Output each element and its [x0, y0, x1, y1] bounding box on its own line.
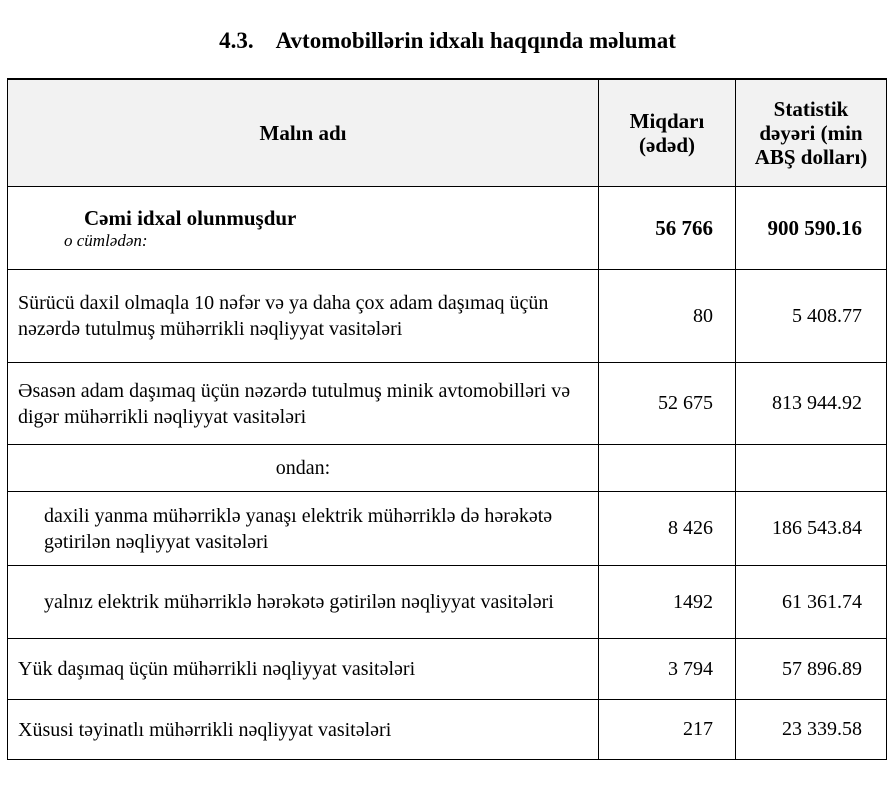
table-row: yalnız elektrik mühərriklə hərəkətə gətirilən nəqliyyat vasitələri 1492 61 361.74 [8, 566, 887, 639]
table-row: Sürücü daxil olmaqla 10 nəfər və ya daha çox adam daşımaq üçün nəzərdə tutulmuş mühərrikli nəqliyyat vasitələri 80 5 408.77 [8, 270, 887, 363]
table-header [8, 79, 887, 187]
table-row: daxili yanma mühərriklə yanaşı elektrik mühərriklə də hərəkətə gətirilən nəqliyyat vasitələri 8 426 186 543.84 [8, 492, 887, 566]
import-table [7, 78, 887, 760]
table-row: Əsasən adam daşımaq üçün nəzərdə tutulmuş minik avtomobilləri və digər mühərrikli nəqliyyat vasitələri 52 675 813 944.92 [8, 363, 887, 445]
page-title: 4.3. Avtomobillərin idxalı haqqında məlumat [219, 28, 676, 53]
total-row [8, 187, 887, 270]
total-quantity: 56 766 [599, 187, 736, 270]
table-row: Yük daşımaq üçün mühərrikli nəqliyyat vasitələri 3 794 57 896.89 [8, 639, 887, 700]
table-row-subheading: ondan: [8, 445, 887, 492]
total-value: 900 590.16 [736, 187, 887, 270]
table-row: Xüsusi təyinatlı mühərrikli nəqliyyat vasitələri 217 23 339.58 [8, 700, 887, 760]
header-name: Malın adı [8, 79, 599, 187]
header-value: Statistik dəyəri (min ABŞ dolları) [736, 79, 887, 187]
header-quantity: Miqdarı (ədəd) [599, 79, 736, 187]
total-label: Cəmi idxal olunmuşdur [84, 205, 297, 230]
total-sublabel: o cümlədən: [64, 230, 148, 250]
